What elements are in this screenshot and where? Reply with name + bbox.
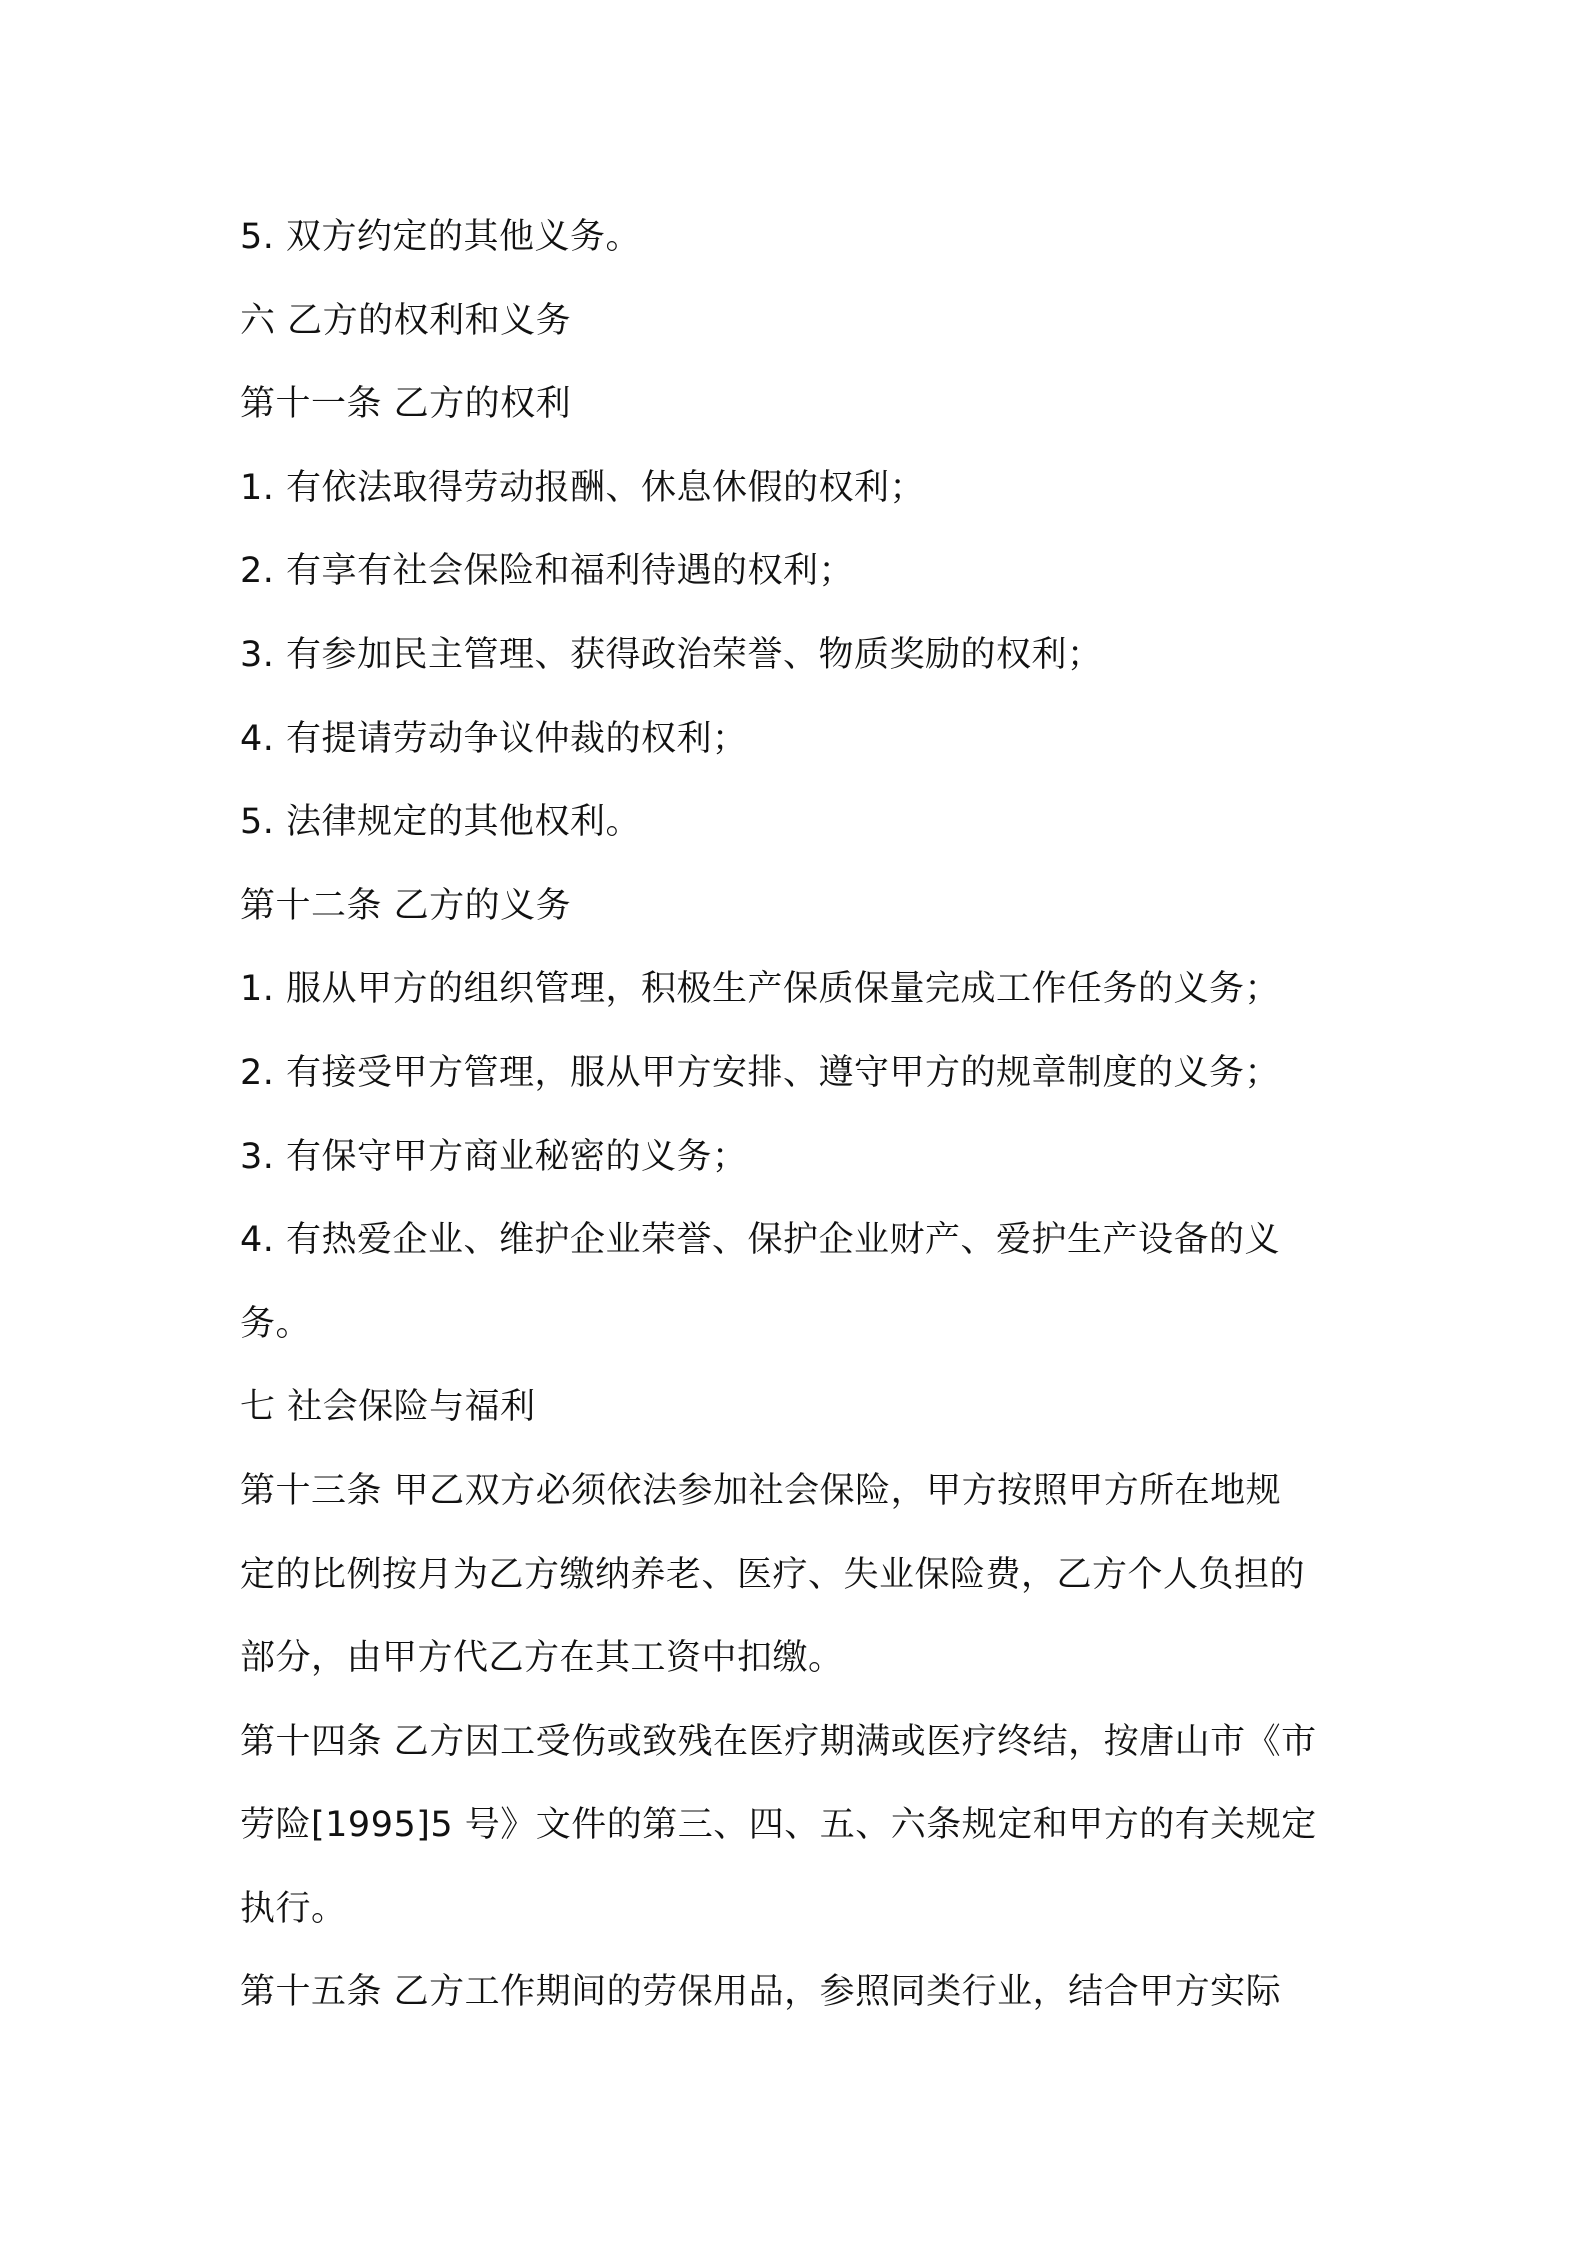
list-item: 1. 有依法取得劳动报酬、休息休假的权利； xyxy=(240,467,926,508)
list-item: 2. 有接受甲方管理，服从甲方安排、遵守甲方的规章制度的义务； xyxy=(240,1052,1281,1093)
list-item: 3. 有保守甲方商业秘密的义务； xyxy=(240,1136,748,1177)
article-text: 定的比例按月为乙方缴纳养老、医疗、失业保险费，乙方个人负担的 xyxy=(240,1554,1306,1595)
list-item: 4. 有热爱企业、维护企业荣誉、保护企业财产、爱护生产设备的义 xyxy=(240,1220,1281,1261)
section-heading: 六 乙方的权利和义务 xyxy=(240,300,572,341)
article-text: 部分，由甲方代乙方在其工资中扣缴。 xyxy=(240,1638,844,1679)
article-text: 第十四条 乙方因工受伤或致残在医疗期满或医疗终结，按唐山市《市 xyxy=(240,1721,1317,1762)
article-text: 劳险[1995]5 号》文件的第三、四、五、六条规定和甲方的有关规定 xyxy=(240,1805,1317,1846)
list-item: 2. 有享有社会保险和福利待遇的权利； xyxy=(240,551,855,592)
list-item: 3. 有参加民主管理、获得政治荣誉、物质奖励的权利； xyxy=(240,634,1103,675)
list-item-continuation: 务。 xyxy=(240,1303,312,1344)
article-heading: 第十二条 乙方的义务 xyxy=(240,885,572,926)
document-body xyxy=(240,196,1360,2035)
list-item: 4. 有提请劳动争议仲裁的权利； xyxy=(240,718,748,759)
section-heading: 七 社会保险与福利 xyxy=(240,1387,536,1428)
article-heading: 第十一条 乙方的权利 xyxy=(240,384,572,425)
article-text: 执行。 xyxy=(240,1888,347,1929)
list-item: 1. 服从甲方的组织管理，积极生产保质保量完成工作任务的义务； xyxy=(240,969,1281,1010)
list-item: 5. 双方约定的其他义务。 xyxy=(240,217,642,257)
article-text: 第十五条 乙方工作期间的劳保用品，参照同类行业，结合甲方实际 xyxy=(240,1972,1282,2013)
article-text: 第十三条 甲乙双方必须依法参加社会保险，甲方按照甲方所在地规 xyxy=(240,1470,1282,1511)
list-item: 5. 法律规定的其他权利。 xyxy=(240,802,642,843)
